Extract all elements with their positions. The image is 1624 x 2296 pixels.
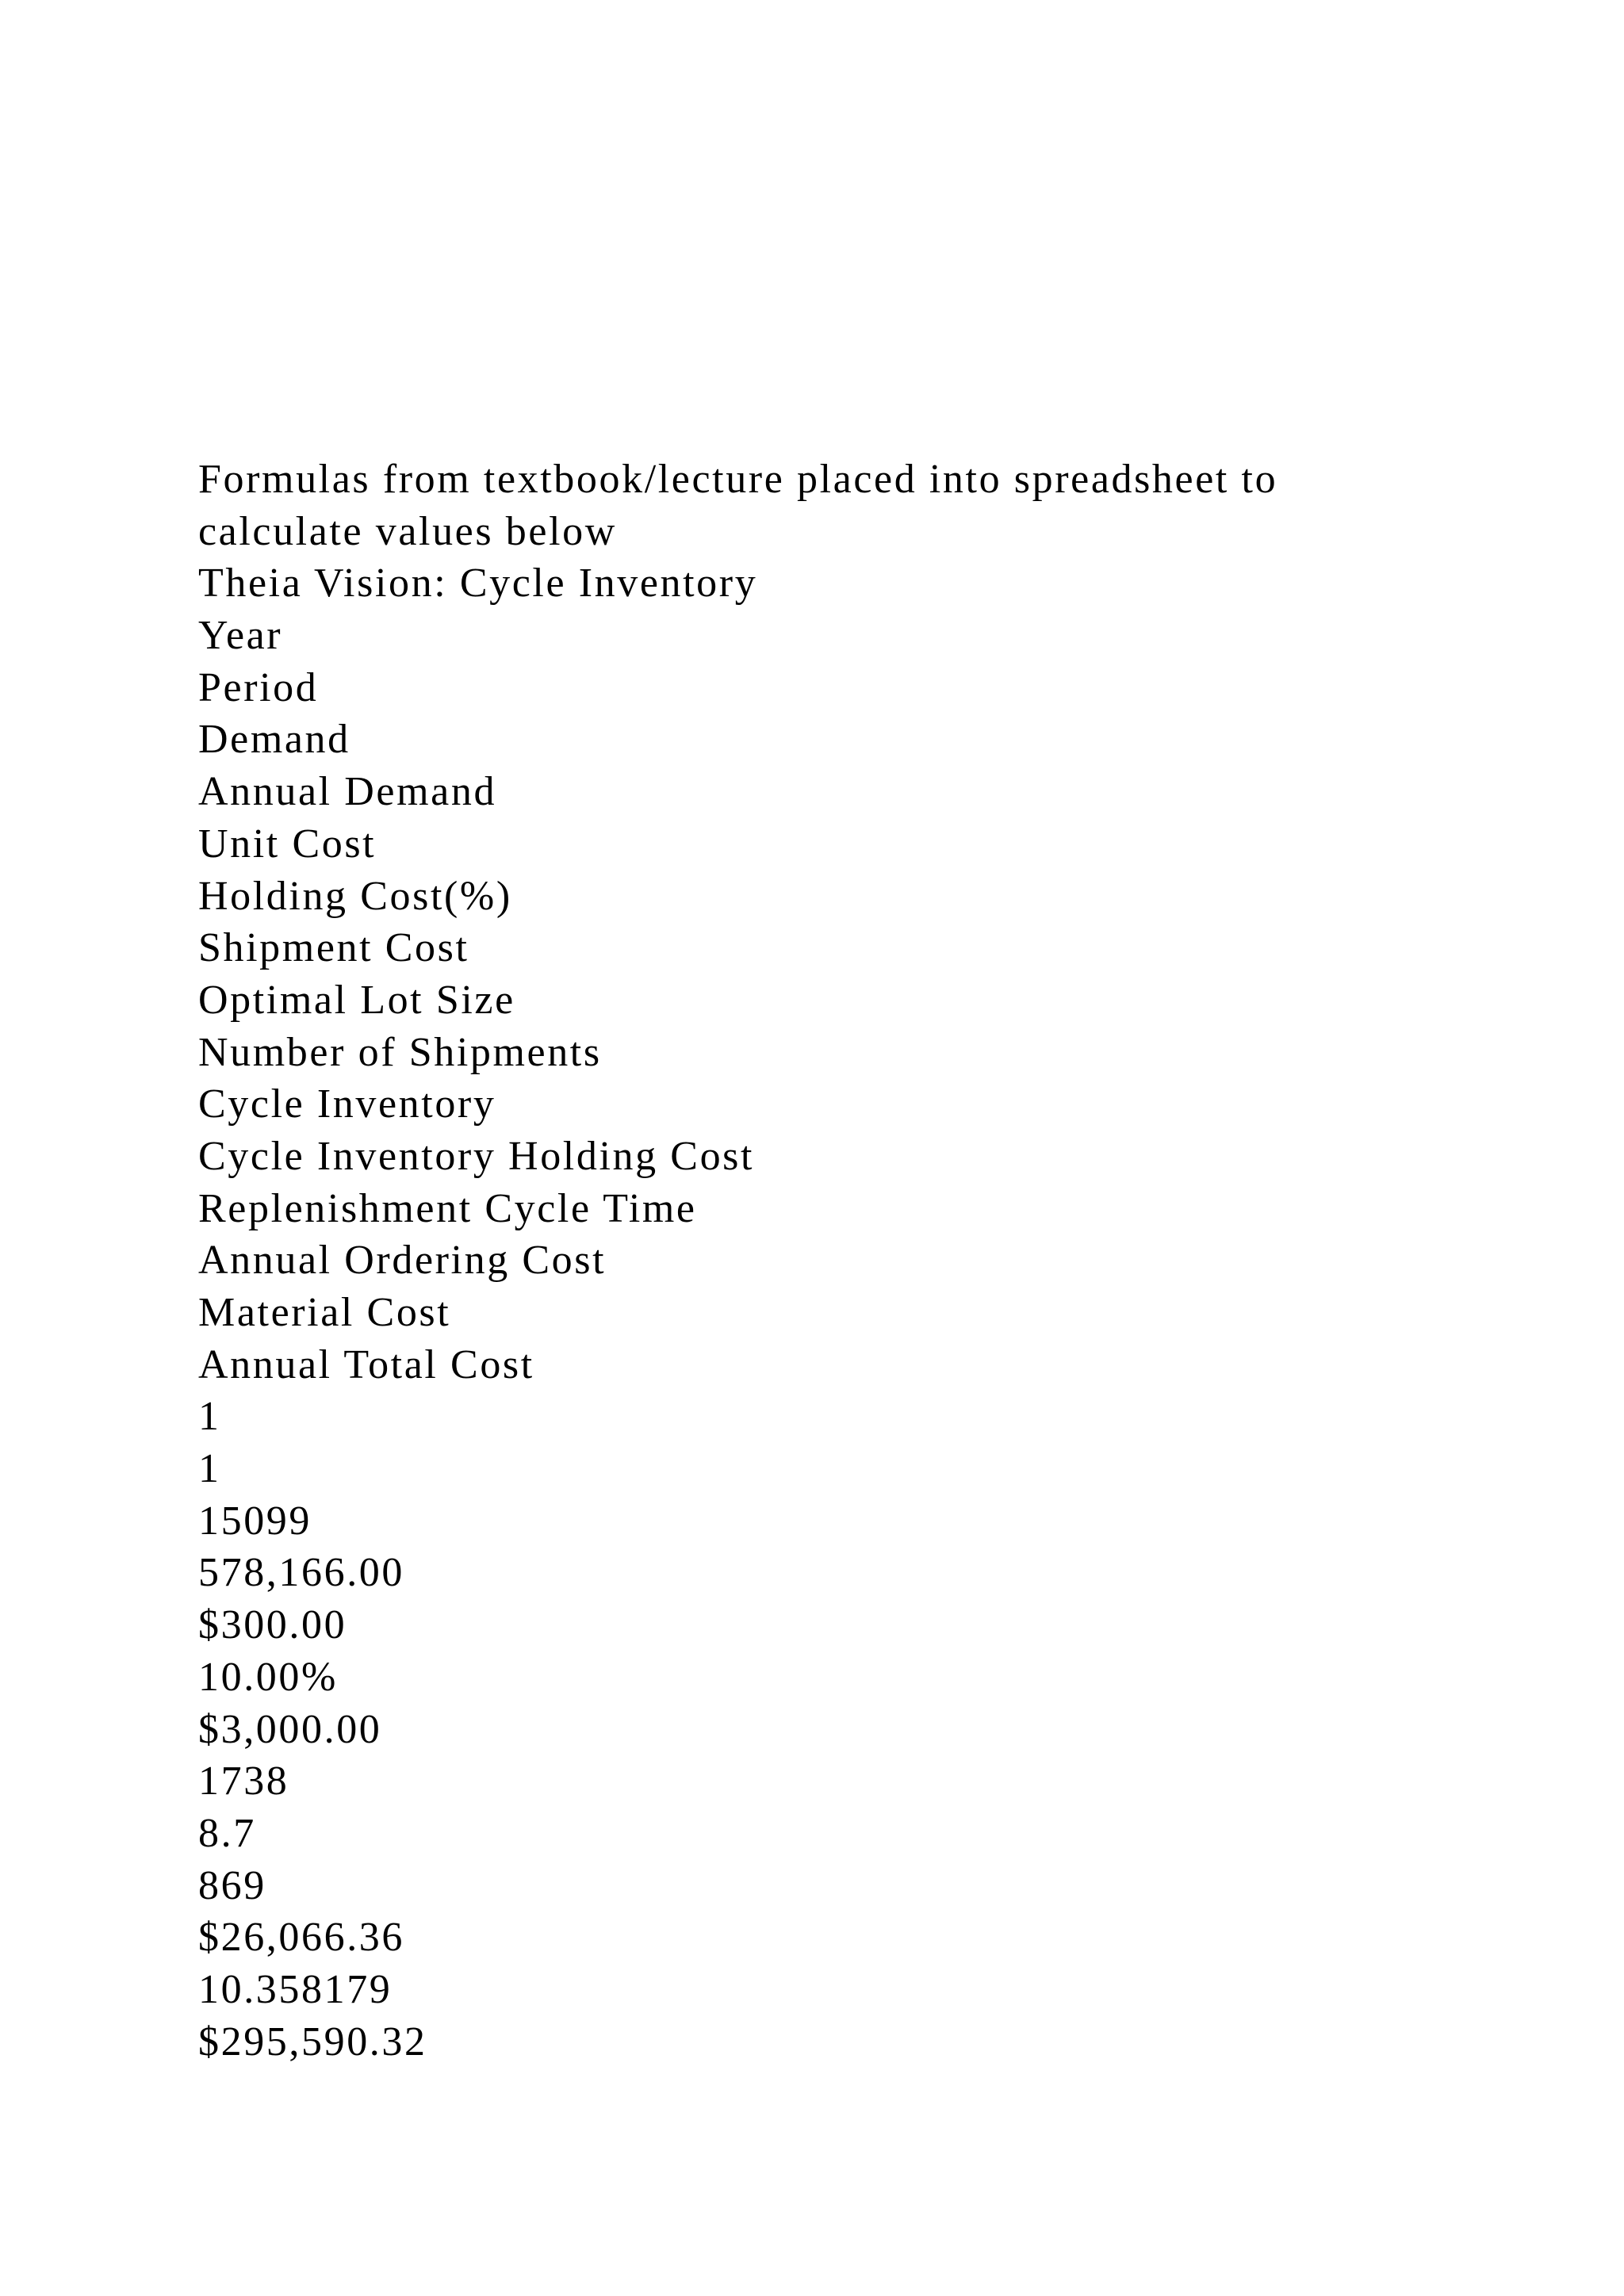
label-year: Year <box>198 613 283 659</box>
document-text <box>198 453 1435 2068</box>
label-unit-cost: Unit Cost <box>198 821 377 867</box>
value-cycle-inventory: 869 <box>198 1862 266 1908</box>
value-replenishment-cycle-time: 10.358179 <box>198 1966 393 2012</box>
label-material-cost: Material Cost <box>198 1290 451 1335</box>
label-annual-total-cost: Annual Total Cost <box>198 1341 534 1387</box>
value-annual-ordering-cost: $295,590.32 <box>198 2019 427 2064</box>
value-number-of-shipments: 8.7 <box>198 1810 256 1856</box>
value-holding-cost: 10.00% <box>198 1654 338 1700</box>
label-number-of-shipments: Number of Shipments <box>198 1029 602 1075</box>
value-period: 1 <box>198 1446 221 1492</box>
value-optimal-lot-size: 1738 <box>198 1758 289 1804</box>
label-shipment-cost: Shipment Cost <box>198 925 469 971</box>
value-cycle-inventory-holding-cost: $26,066.36 <box>198 1915 404 1961</box>
label-period: Period <box>198 664 319 710</box>
value-annual-demand: 578,166.00 <box>198 1550 404 1596</box>
label-annual-demand: Annual Demand <box>198 769 497 815</box>
label-cycle-inventory-holding-cost: Cycle Inventory Holding Cost <box>198 1133 755 1179</box>
value-shipment-cost: $3,000.00 <box>198 1706 382 1752</box>
label-replenishment-cycle-time: Replenishment Cycle Time <box>198 1185 697 1231</box>
label-optimal-lot-size: Optimal Lot Size <box>198 977 515 1023</box>
label-holding-cost: Holding Cost(%) <box>198 873 512 919</box>
label-annual-ordering-cost: Annual Ordering Cost <box>198 1238 607 1284</box>
intro-line-2: calculate values below <box>198 508 617 554</box>
value-demand: 15099 <box>198 1498 312 1544</box>
label-demand: Demand <box>198 717 350 763</box>
intro-line-1: Formulas from textbook/lecture placed into spreadsheet to <box>198 457 1278 502</box>
value-year: 1 <box>198 1394 221 1440</box>
label-cycle-inventory: Cycle Inventory <box>198 1081 496 1127</box>
sheet-title: Theia Vision: Cycle Inventory <box>198 561 758 607</box>
value-unit-cost: $300.00 <box>198 1602 347 1648</box>
